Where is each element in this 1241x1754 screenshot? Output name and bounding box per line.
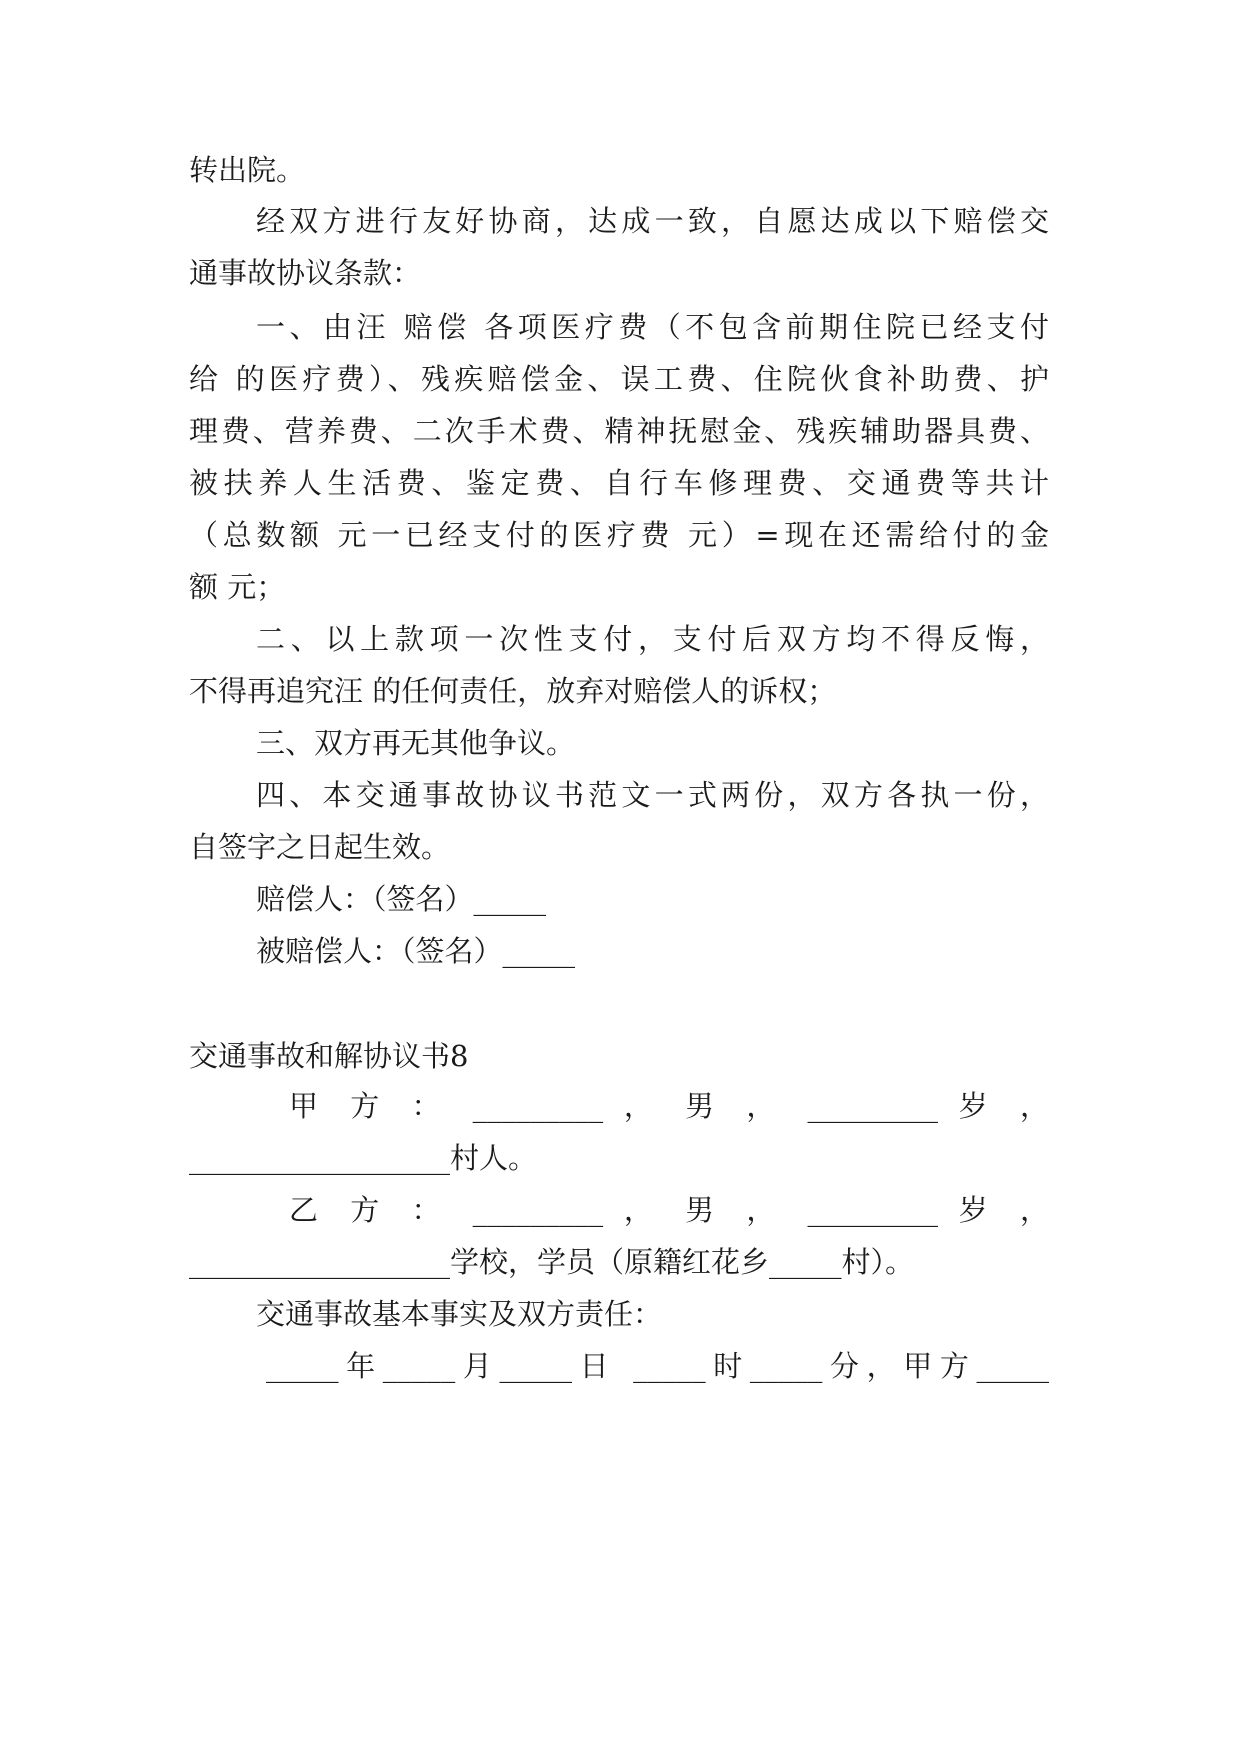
paragraph-line: 自签字之日起生效。 [189, 830, 451, 864]
paragraph-line: 三、双方再无其他争议。 [256, 726, 576, 760]
paragraph-line: 给 的医疗费）、残疾赔偿金、误工费、住院伙食补助费、护 [189, 362, 1049, 396]
paragraph-line: 理费、营养费、二次手术费、精神抚慰金、残疾辅助器具费、 [189, 414, 1049, 448]
signature-line-payee: 被赔偿人：（签名）_____ [256, 934, 576, 968]
facts-heading: 交通事故基本事实及双方责任： [256, 1297, 663, 1331]
paragraph-line: 经双方进行友好协商，达成一致，自愿达成以下赔偿交 [256, 204, 1049, 238]
date-time-line: _____年_____月_____日 _____时_____分，甲方_____ [266, 1349, 1049, 1383]
paragraph-line: 通事故协议条款： [189, 256, 422, 290]
section-title: 交通事故和解协议书8 [189, 1039, 469, 1073]
party-b-line: 乙 方 ： _________ ， 男 ， _________ 岁 ， [289, 1193, 1049, 1227]
party-a-line: 甲 方 ： _________ ， 男 ， _________ 岁 ， [289, 1089, 1049, 1123]
paragraph-line: 一、由汪 赔偿 各项医疗费（不包含前期住院已经支付 [256, 310, 1049, 344]
signature-line-payer: 赔偿人：（签名）_____ [256, 882, 547, 916]
paragraph-line: 被扶养人生活费、鉴定费、自行车修理费、交通费等共计 [189, 466, 1049, 500]
paragraph-line: 四、本交通事故协议书范文一式两份，双方各执一份， [256, 778, 1049, 812]
paragraph-line: 不得再追究汪 的任何责任，放弃对赔偿人的诉权； [189, 674, 837, 708]
paragraph-line: 额 元； [189, 570, 286, 604]
paragraph-line: （总数额 元一已经支付的医疗费 元）=现在还需给付的金 [189, 518, 1049, 552]
party-b-school-line: __________________学校，学员（原籍红花乡_____村）。 [189, 1245, 915, 1279]
paragraph-line: 二、以上款项一次性支付，支付后双方均不得反悔， [256, 622, 1049, 656]
party-a-village-line: __________________村人。 [189, 1141, 538, 1175]
paragraph-line: 转出院。 [189, 153, 306, 187]
